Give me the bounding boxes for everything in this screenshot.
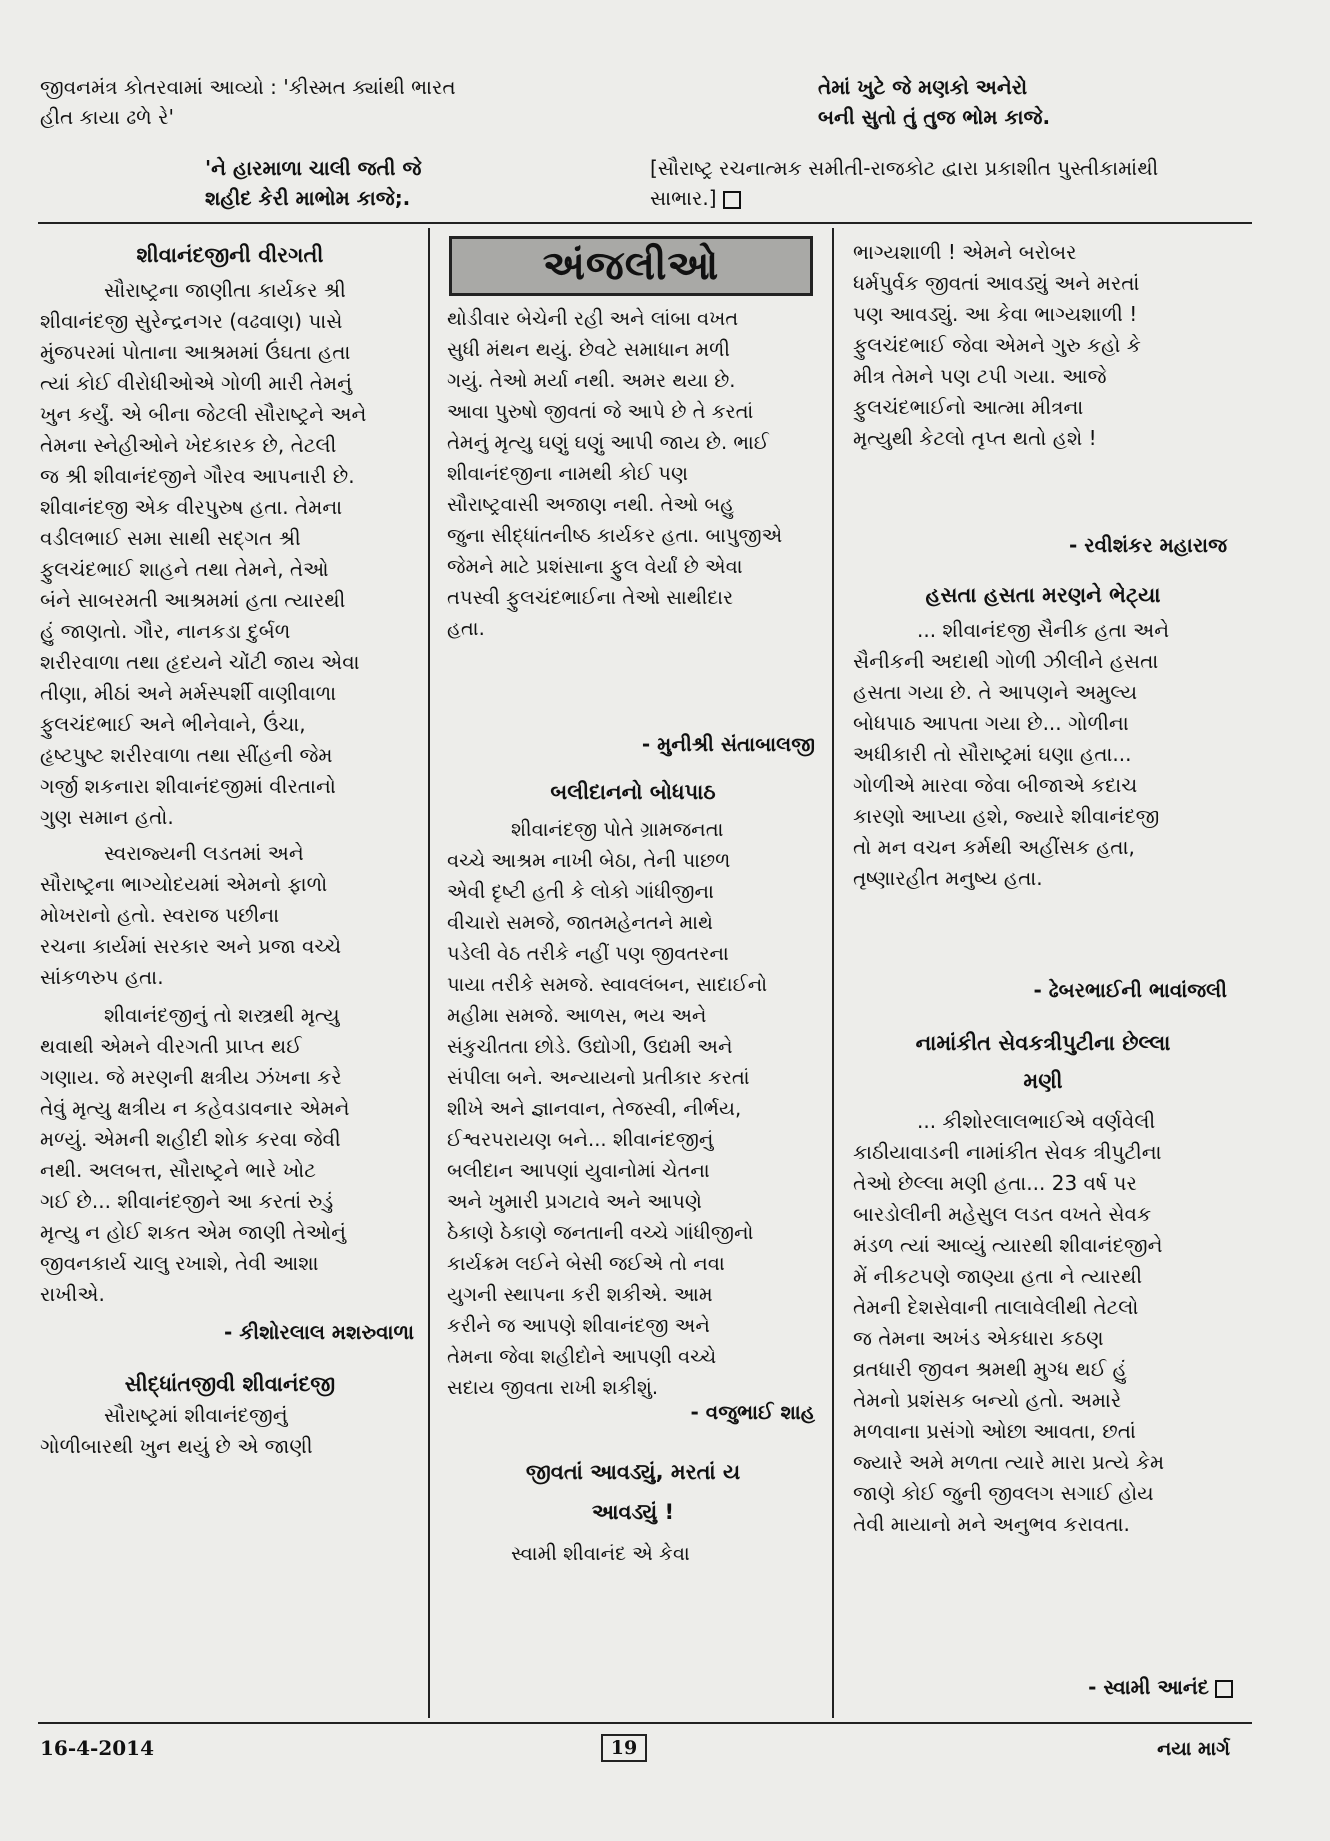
text-line: ગુણ સમાન હતો. [40,805,174,829]
col2-para2 [447,814,819,1403]
text-line: બોધપાઠ આપતા ગયા છે... ગોળીના [853,711,1129,735]
text-line: સંપીલા બને. અન્યાયનો પ્રતીકાર કરતાં [447,1066,750,1089]
text-line: ફુલચંદભાઈ અને ભીનેવાને, ઉંચા, [40,712,306,736]
issue-date: 16-4-2014 [40,1736,155,1760]
top-divider [38,222,1252,224]
text-line: મળ્યું. એમની શહીદી શોક કરવા જેવી [40,1127,341,1151]
text-line: શીવાનંદજીનું તો શસ્ત્રથી મૃત્યુ [104,1003,340,1027]
heading-siddhantjivi: સીદ્ધાંતજીવી શીવાનંદજી [124,1372,336,1396]
text-line: પણ આવડ્યું. આ કેવા ભાગ્યશાળી ! [853,302,1138,326]
text-line: મીત્ર તેમને પણ ટપી ગયા. આજે [853,364,1107,388]
signature-kishorlal: - કીશોરલાલ મશરુવાળા [223,1320,414,1344]
text-line: થવાથી એમને વીરગતી પ્રાપ્ત થઈ [40,1034,302,1058]
text-line: ખુન કર્યું. એ બીના જેટલી સૌરાષ્ટ્રને અને [40,402,367,426]
text-line: મૃત્યુ ન હોઈ શકત એમ જાણી તેઓનું [40,1220,347,1244]
text-line: સૈનીકની અદાથી ગોળી ઝીલીને હસતા [853,649,1159,673]
end-mark-icon [1215,1680,1233,1698]
text-line: કાઠીયાવાડની નામાંકીત સેવક ત્રીપુટીના [853,1140,1162,1164]
text-line: તેમના સ્નેહીઓને ખેદકારક છે, તેટલી [40,433,337,457]
heading-line: નામાંકીત સેવકત્રીપુટીના છેલ્લા [915,1031,1171,1055]
text-line: અધીકારી તો સૌરાષ્ટ્રમાં ઘણા હતા... [853,742,1132,766]
text-line: શરીરવાળા તથા હૃદયને ચોંટી જાય એવા [40,650,360,674]
text-line: હું જાણતો. ગૌર, નાનકડા દુર્બળ [40,619,291,643]
text-line: સ્વરાજ્યની લડતમાં અને [104,841,304,865]
text-line: કરીને જ આપણે શીવાનંદજી અને [447,1314,710,1337]
heading-line: જીવતાં આવડ્યું, મરતાં ય [525,1460,741,1484]
text-line: પડેલી વેઠ તરીકે નહીં પણ જીવતરના [447,942,729,965]
text-line: જ્યારે અમે મળતા ત્યારે મારા પ્રત્યે કેમ [853,1450,1165,1474]
heading-balidan: બલીદાનનો બોધપાઠ [550,780,716,804]
anjalio-banner: અંજલીઓ [449,236,813,296]
text-line: ફુલચંદભાઈ શાહને તથા તેમને, તેઓ [40,557,329,581]
text-line: જુના સીદ્ધાંતનીષ્ઠ કાર્યકર હતા. બાપુજીએ [447,524,783,547]
text-line: મહીમા સમજે. આળસ, ભય અને [447,1004,707,1027]
page-number: 19 [601,1734,647,1762]
text-line: એવી દૃષ્ટી હતી કે લોકો ગાંધીજીના [447,880,714,903]
text-line: વચ્ચે આશ્રમ નાખી બેઠા, તેની પાછળ [447,849,731,872]
text-line: સાંકળરુપ હતા. [40,965,164,989]
text-line: તેવું મૃત્યુ ક્ષત્રીય ન કહેવડાવનાર એમને [40,1096,350,1120]
text-line: શીવાનંદજીના નામથી કોઈ પણ [447,462,688,485]
col3-para3 [853,1106,1233,1540]
text-line: પાયા તરીકે સમજે. સ્વાવલંબન, સાદાઈનો [447,973,768,996]
column-divider [832,228,834,1718]
bottom-divider [38,1722,1252,1724]
text-line: સૌરાષ્ટ્રના જાણીતા કાર્યકર શ્રી [104,278,346,302]
top-right-verse [818,72,1050,132]
text-line: મળવાના પ્રસંગો ઓછા આવતા, છતાં [853,1419,1136,1443]
text-line: ઠેકાણે ઠેકાણે જનતાની વચ્ચે ગાંધીજીનો [447,1221,754,1244]
text-line: તેમના જેવા શહીદોને આપણી વચ્ચે [447,1345,717,1368]
heading-line: આવડ્યું ! [591,1500,675,1524]
credit-line: [સૌરાષ્ટ્ર રચનાત્મક સમીતી-રાજકોટ દ્વારા પ્રકાશીત પુસ્તીકામાંથી [650,156,1159,180]
end-mark-icon [723,191,741,209]
text-line: ઈશ્વરપરાયણ બને... શીવાનંદજીનું [447,1128,714,1151]
verse-line: જીવનમંત્ર કોતરવામાં આવ્યો : 'કીસ્મત ક્યાંથી ભારત [40,75,456,99]
text-line: સ્વામી શીવાનંદ એ કેવા [511,1542,690,1565]
verse-line: તેમાં ખુટે જે મણકો અનેરો [818,75,1028,99]
text-line: સુધી મંથન થયું. છેવટે સમાધાન મળી [447,338,730,361]
text-line: તેમનો પ્રશંસક બન્યો હતો. અમારે [853,1388,1122,1412]
verse-line: બની સુતો તું તુજ ભોમ કાજે. [818,105,1051,129]
text-line: બંને સાબરમતી આશ્રમમાં હતા ત્યારથી [40,588,346,612]
text-line: ગોળીએ મારવા જેવા બીજાએ કદાચ [853,773,1138,797]
heading-hasta-hasta: હસતા હસતા મરણને ભેટ્યા [925,583,1161,607]
text-line: થોડીવાર બેચેની રહી અને લાંબા વખત [447,307,739,330]
text-line: ગણાય. જે મરણની ક્ષત્રીય ઝંખના કરે [40,1065,342,1089]
text-line: જીવનકાર્ય ચાલુ રખાશે, તેવી આશા [40,1251,319,1275]
text-line: સૌરાષ્ટ્રના ભાગ્યોદયમાં એમનો ફાળો [40,872,328,896]
text-line: તો મન વચન કર્મથી અહીંસક હતા, [853,835,1135,859]
text-line: આવા પુરુષો જીવતાં જે આપે છે તે કરતાં [447,400,754,423]
text-line: ગર્જી શકનારા શીવાનંદજીમાં વીરતાનો [40,774,336,798]
text-line: ત્યાં કોઈ વીરોધીઓએ ગોળી મારી તેમનું [40,371,353,395]
text-line: જેમને માટે પ્રશંસાના ફુલ વેર્યાં છે એવા [447,555,743,578]
col2-para1 [447,303,819,644]
text-line: તીણા, મીઠાં અને મર્મસ્પર્શી વાણીવાળા [40,681,337,705]
text-line: ગોળીબારથી ખુન થયું છે એ જાણી [40,1434,313,1458]
column-divider [428,228,430,1718]
text-line: ભાગ્યશાળી ! એમને બરોબર [853,240,1077,264]
text-line: સૌરાષ્ટ્રમાં શીવાનંદજીનું [104,1403,288,1427]
text-line: તેવી માયાનો મને અનુભવ કરાવતા. [853,1512,1130,1536]
text-line: વડીલભાઈ સમા સાથી સદ્ગત શ્રી [40,526,301,550]
text-line: રાખીએ. [40,1282,105,1306]
col1-para4 [40,1400,420,1462]
heading-line: મણી [1023,1069,1063,1093]
text-line: કાર્યક્રમ લઈને બેસી જઈએ તો નવા [447,1252,725,1275]
text-line: જાણે કોઈ જુની જીવલગ સગાઈ હોય [853,1481,1154,1505]
heading-jivta-aavdyu [447,1452,819,1532]
text-line: સંકુચીતતા છોડે. ઉદ્યોગી, ઉદ્યમી અને [447,1035,733,1058]
text-line: શીવાનંદજી સુરેન્દ્રનગર (વઢવાણ) પાસે [40,309,343,333]
text-line: ગયું. તેઓ મર્યા નથી. અમર થયા છે. [447,369,736,392]
col1-para2 [40,838,420,993]
text-line: તેમની દેશસેવાની તાલાવેલીથી તેટલો [853,1295,1139,1319]
text-line: નથી. અલબત્ત, સૌરાષ્ટ્રને ભારે ખોટ [40,1158,316,1182]
text-line: શીવાનંદજી એક વીરપુરુષ હતા. તેમના [40,495,343,519]
text-line: ... શીવાનંદજી સૈનીક હતા અને [917,618,1170,642]
text-line: મૃત્યુથી કેટલો તૃપ્ત થતો હશે ! [853,426,1097,450]
credit-line [650,183,1158,213]
text-line: અને ખુમારી પ્રગટાવે અને આપણે [447,1190,702,1213]
signature-vajubhai: - વજુભાઈ શાહ [690,1400,815,1424]
signature-swami-anand [853,1675,1233,1699]
text-line: તેઓ છેલ્લા મણી હતા... 23 વર્ષ પર [853,1171,1137,1195]
text-line: યુગની સ્થાપના કરી શકીએ. આમ [447,1283,713,1306]
verse-line: શહીદ કેરી માભોમ કાજે;. [205,186,411,210]
text-line: કારણો આપ્યા હશે, જ્યારે શીવાનંદજી [853,804,1160,828]
text-line: મેં નીકટપણે જાણ્યા હતા ને ત્યારથી [853,1264,1143,1288]
text-line: શીખે અને જ્ઞાનવાન, તેજસ્વી, નીર્ભય, [447,1097,742,1120]
text-line: હતા. [447,617,485,640]
col3-para2 [853,615,1233,894]
text-line: સૌરાષ્ટ્રવાસી અજાણ નથી. તેઓ બહુ [447,493,734,516]
text-line: બલીદાન આપણાં યુવાનોમાં ચેતના [447,1159,710,1182]
top-mid-verse [205,153,421,213]
col1-para1 [40,275,420,833]
text-line: ધર્મપુર્વક જીવતાં આવડ્યું અને મરતાં [853,271,1140,295]
signature-text: - સ્વામી આનંદ [1088,1675,1209,1699]
magazine-name: નયા માર્ગ [1157,1738,1230,1760]
signature-santabalji: - મુનીશ્રી સંતાબાલજી [641,732,815,756]
col3-para1 [853,237,1233,454]
text-line: ફુલચંદભાઈનો આત્મા મીત્રના [853,395,1084,419]
text-line: મુંજપરમાં પોતાના આશ્રમમાં ઉંઘતા હતા [40,340,351,364]
text-line: શીવાનંદજી પોતે ગ્રામજનતા [511,818,724,841]
text-line: સદાય જીવતા રાખી શકીશું. [447,1376,659,1399]
verse-line: 'ને હારમાળા ચાલી જતી જે [205,156,422,180]
signature-dhebarbhai: - ઢેબરભાઈની ભાવાંજલી [1033,978,1227,1002]
text-line: બારડોલીની મહેસુલ લડત વખતે સેવક [853,1202,1152,1226]
col1-para3 [40,1000,420,1310]
text-line: ... કીશોરલાલભાઈએ વર્ણવેલી [917,1109,1156,1133]
text-line: વીચારો સમજે, જાતમહેનતને માથે [447,911,714,934]
text-line: મોખરાનો હતો. સ્વરાજ પછીના [40,903,280,927]
source-credit [650,153,1158,213]
text-line: તેમનું મૃત્યુ ઘણું ઘણું આપી જાય છે. ભાઈ [447,431,769,454]
heading-virgati: શીવાનંદજીની વીરગતી [136,243,324,267]
text-line: મંડળ ત્યાં આવ્યું ત્યારથી શીવાનંદજીને [853,1233,1163,1257]
verse-line: હીત કાયા ઢળે રે' [40,105,174,129]
credit-text: સાભાર.] [650,186,717,210]
text-line: તૃષ્ણારહીત મનુષ્ય હતા. [853,866,1043,890]
heading-sevak-triputi [853,1024,1233,1100]
text-line: હૃષ્ટપુષ્ટ શરીરવાળા તથા સીંહની જેમ [40,743,333,767]
text-line: ગઈ છે... શીવાનંદજીને આ કરતાં રુડું [40,1189,334,1213]
col2-para3 [447,1538,819,1569]
text-line: રચના કાર્યમાં સરકાર અને પ્રજા વચ્ચે [40,934,342,958]
text-line: જ શ્રી શીવાનંદજીને ગૌરવ આપનારી છે. [40,464,355,488]
text-line: વ્રતધારી જીવન શ્રમથી મુગ્ધ થઈ હું [853,1357,1127,1381]
signature-ravishankar: - રવીશંકર મહારાજ [1068,533,1227,557]
text-line: તપસ્વી ફુલચંદભાઈના તેઓ સાથીદાર [447,586,734,609]
text-line: ફુલચંદભાઈ જેવા એમને ગુરુ કહો કે [853,333,1141,357]
top-left-verse [40,72,456,132]
text-line: હસતા ગયા છે. તે આપણને અમુલ્ય [853,680,1138,704]
text-line: જ તેમના અખંડ એકધારા કઠણ [853,1326,1104,1350]
